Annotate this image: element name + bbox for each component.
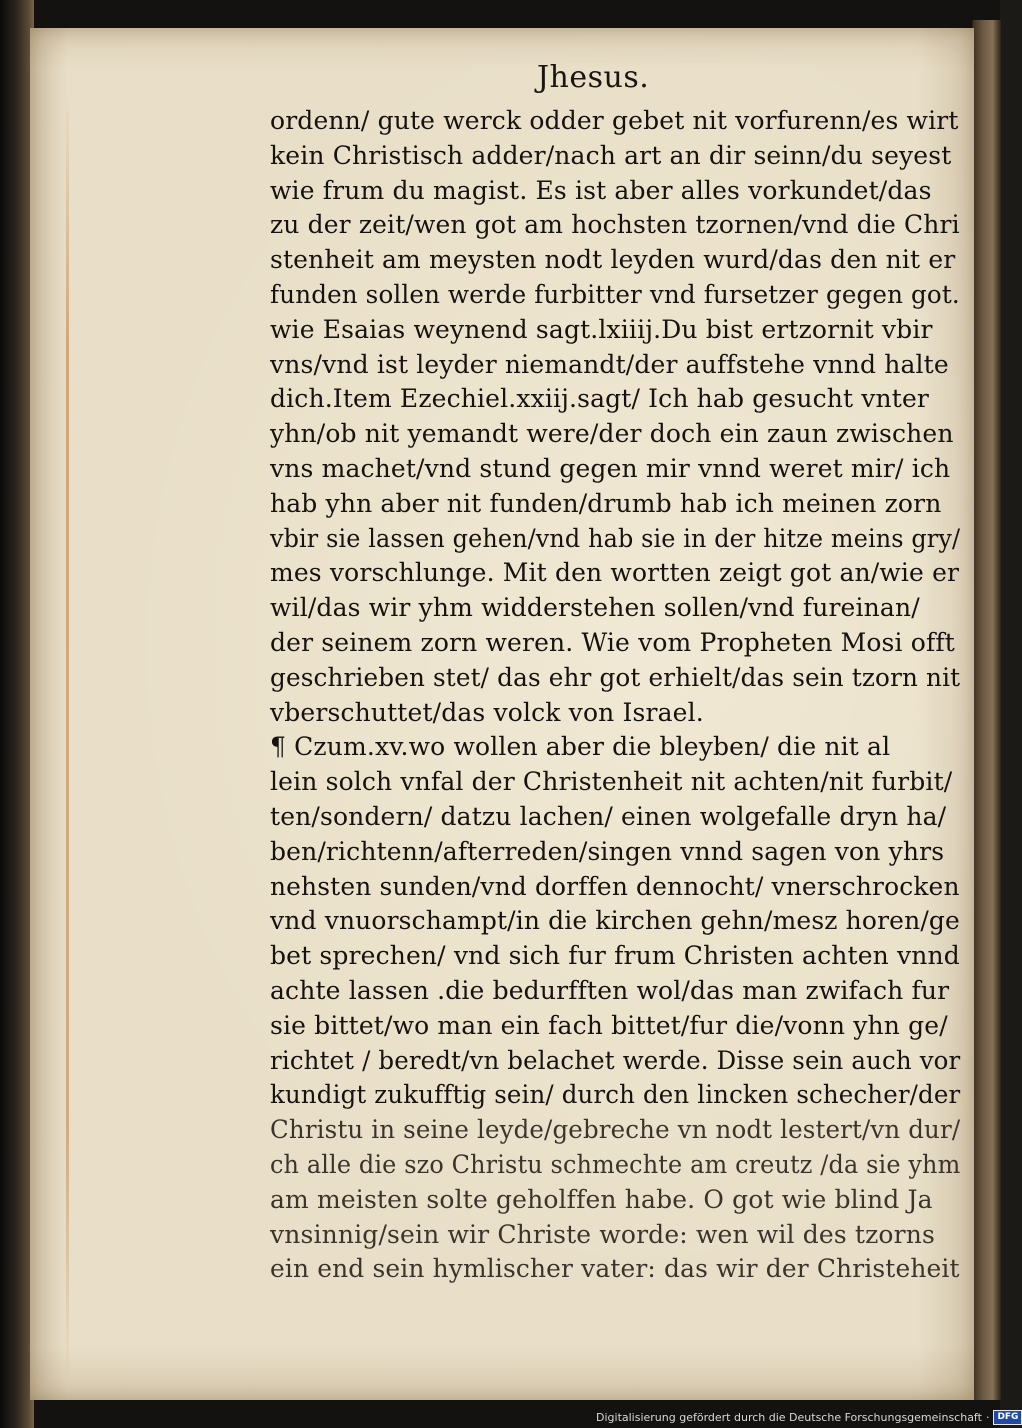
- text-line: vbir sie lassen gehen/vnd hab sie in der hitze meins gry/: [270, 523, 961, 553]
- text-line: hab yhn aber nit funden/drumb hab ich meinen zorn: [270, 488, 942, 518]
- text-line: wie frum du magist. Es ist aber alles vorkundet/das: [270, 175, 932, 205]
- text-line: richtet / beredt/vn belachet werde. Disse sein auch vor: [270, 1045, 961, 1075]
- page-stack-edge: [972, 20, 1001, 1400]
- text-line: ben/richtenn/afterreden/singen vnnd sagen von yhrs: [270, 836, 945, 866]
- text-line: vnd vnuorschampt/in die kirchen gehn/mesz horen/ge: [270, 906, 960, 936]
- text-line: sie bittet/wo man ein fach bittet/fur die/vonn yhn ge/: [270, 1010, 948, 1040]
- text-line: achte lassen .die bedurfften wol/das man zwifach fur: [270, 975, 950, 1005]
- text-line: ordenn/ gute werck odder gebet nit vorfurenn/es wirt: [270, 106, 959, 135]
- text-line: Christu in seine leyde/gebreche vn nodt lestert/vn dur/: [270, 1115, 961, 1145]
- text-line: kein Christisch adder/nach art an dir seinn/du seyest: [270, 140, 952, 170]
- text-line: zu der zeit/wen got am hochsten tzornen/vnd die Chri: [270, 210, 960, 240]
- text-line: stenheit am meysten nodt leyden wurd/das den nit er: [270, 245, 956, 275]
- text-line: der seinem zorn weren. Wie vom Propheten Mosi offt: [270, 627, 955, 657]
- text-line: mes vorschlunge. Mit den wortten zeigt got an/wie er: [270, 558, 960, 588]
- text-line: wie Esaias weynend sagt.lxiiij.Du bist ertzornit vbir: [270, 314, 933, 344]
- dfg-logo-icon: DFG: [993, 1410, 1022, 1425]
- text-line: ch alle die szo Christu schmechte am creutz /da sie yhm: [270, 1149, 961, 1179]
- text-line: dich.Item Ezechiel.xxiij.sagt/ Ich hab gesucht vnter: [270, 384, 930, 414]
- text-line: bet sprechen/ vnd sich fur frum Christen achten vnnd: [270, 941, 960, 971]
- text-line: yhn/ob nit yemandt were/der doch ein zaun zwischen: [270, 419, 954, 449]
- text-line: nehsten sunden/vnd dorffen dennocht/ vnerschrocken: [270, 871, 960, 901]
- text-line: ten/sondern/ datzu lachen/ einen wolgefalle dryn ha/: [270, 801, 947, 831]
- text-line: ein end sein hymlischer vater: das wir der Christeheit: [270, 1254, 960, 1284]
- text-line: lein solch vnfal der Christenheit nit achten/nit furbit/: [270, 767, 953, 797]
- footer-credit: Digitalisierung gefördert durch die Deutsche Forschungsgemeinschaft: [596, 1410, 982, 1424]
- text-line: vns machet/vnd stund gegen mir vnnd weret mir/ ich: [270, 453, 951, 483]
- text-line: wil/das wir yhm widderstehen sollen/vnd fureinan/: [270, 593, 920, 623]
- footer-separator: ·: [985, 1410, 990, 1424]
- text-line: ¶ Czum.xv.wo wollen aber die bleyben/ die nit al: [270, 732, 891, 762]
- page-body-text: [270, 104, 970, 1287]
- text-line: kundigt zukufftig sein/ durch den lincken schecher/der: [270, 1080, 961, 1110]
- text-line: vns/vnd ist leyder niemandt/der auffstehe vnnd halte: [270, 349, 949, 379]
- digitization-footer: [596, 1409, 1022, 1425]
- text-line: funden sollen werde furbitter vnd fursetzer gegen got.: [270, 279, 960, 309]
- gutter-stain: [66, 88, 69, 1388]
- text-line: vnsinnig/sein wir Christe worde: wen wil des tzorns: [270, 1219, 935, 1249]
- text-line: geschrieben stet/ das ehr got erhielt/das sein tzorn nit: [270, 662, 961, 692]
- text-line: vberschuttet/das volck von Israel.: [270, 697, 704, 727]
- book-binding-edge: [0, 0, 34, 1428]
- text-line: am meisten solte geholffen habe. O got wie blind Ja: [270, 1184, 933, 1214]
- running-title: Jhesus.: [537, 60, 650, 95]
